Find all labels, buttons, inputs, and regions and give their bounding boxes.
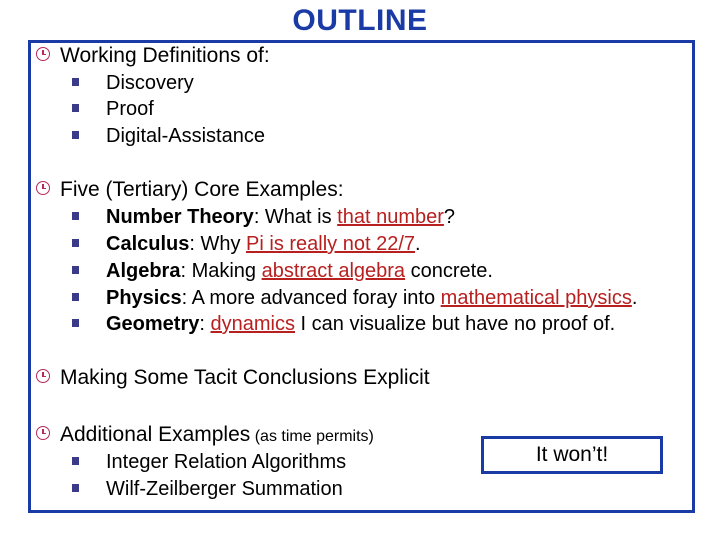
section-heading: Additional Examples [60, 423, 251, 446]
list-item [72, 450, 346, 474]
item-label: Algebra [106, 260, 181, 282]
section-additional-examples [36, 423, 374, 449]
clock-icon [36, 369, 50, 383]
link-mathematical-physics[interactable]: mathematical physics [440, 287, 632, 309]
section-working-definitions [36, 44, 270, 68]
square-bullet-icon [72, 212, 79, 220]
list-item [72, 232, 421, 256]
item-text: Integer Relation Algorithms [106, 451, 347, 473]
slide-title: OUTLINE [292, 4, 428, 37]
list-item [72, 477, 343, 501]
heading-suffix: : [263, 44, 270, 67]
square-bullet-icon [72, 131, 79, 139]
list-item [72, 205, 455, 229]
item-text: : A more advanced foray into [181, 287, 441, 309]
item-label: Calculus [106, 233, 190, 255]
item-label: Geometry [106, 313, 200, 335]
item-text: Proof [106, 98, 154, 120]
item-text: : What is [253, 206, 338, 228]
link-dynamics[interactable]: dynamics [210, 313, 295, 335]
item-text: . [631, 287, 638, 309]
item-text: Wilf-Zeilberger Summation [106, 478, 343, 500]
item-text: : Making [180, 260, 262, 282]
link-that-number[interactable]: that number [337, 206, 444, 228]
item-label: Physics [106, 287, 182, 309]
item-text: I can visualize but have no proof of. [294, 313, 616, 335]
section-tacit-conclusions [36, 366, 430, 390]
section-heading: Five (Tertiary) Core Examples [60, 178, 338, 201]
heading-note: (as time permits) [250, 428, 374, 445]
item-text: : Why [189, 233, 247, 255]
square-bullet-icon [72, 457, 79, 465]
list-item [72, 97, 154, 121]
list-item [72, 124, 265, 148]
square-bullet-icon [72, 484, 79, 492]
clock-icon [36, 426, 50, 440]
item-text: : [199, 313, 211, 335]
item-text: . [415, 233, 421, 255]
link-abstract-algebra[interactable]: abstract algebra [261, 260, 406, 282]
callout-box: It won’t! [481, 436, 663, 474]
square-bullet-icon [72, 319, 79, 327]
square-bullet-icon [72, 104, 79, 112]
square-bullet-icon [72, 293, 79, 301]
item-text: ? [443, 206, 456, 228]
section-core-examples [36, 178, 344, 202]
list-item [72, 312, 615, 336]
item-text: Discovery [106, 72, 194, 94]
list-item [72, 259, 493, 283]
item-label: Number Theory [106, 206, 254, 228]
list-item [72, 71, 194, 95]
list-item [72, 286, 637, 310]
section-heading: Working Definitions of [60, 44, 264, 67]
square-bullet-icon [72, 239, 79, 247]
clock-icon [36, 181, 50, 195]
square-bullet-icon [72, 266, 79, 274]
heading-suffix: : [337, 178, 344, 201]
link-pi[interactable]: Pi is really not 22/7 [246, 233, 416, 255]
clock-icon [36, 47, 50, 61]
item-text: Digital-Assistance [106, 125, 265, 147]
section-heading: Making Some Tacit Conclusions Explicit [60, 366, 430, 389]
square-bullet-icon [72, 78, 79, 86]
item-text: concrete. [405, 260, 493, 282]
